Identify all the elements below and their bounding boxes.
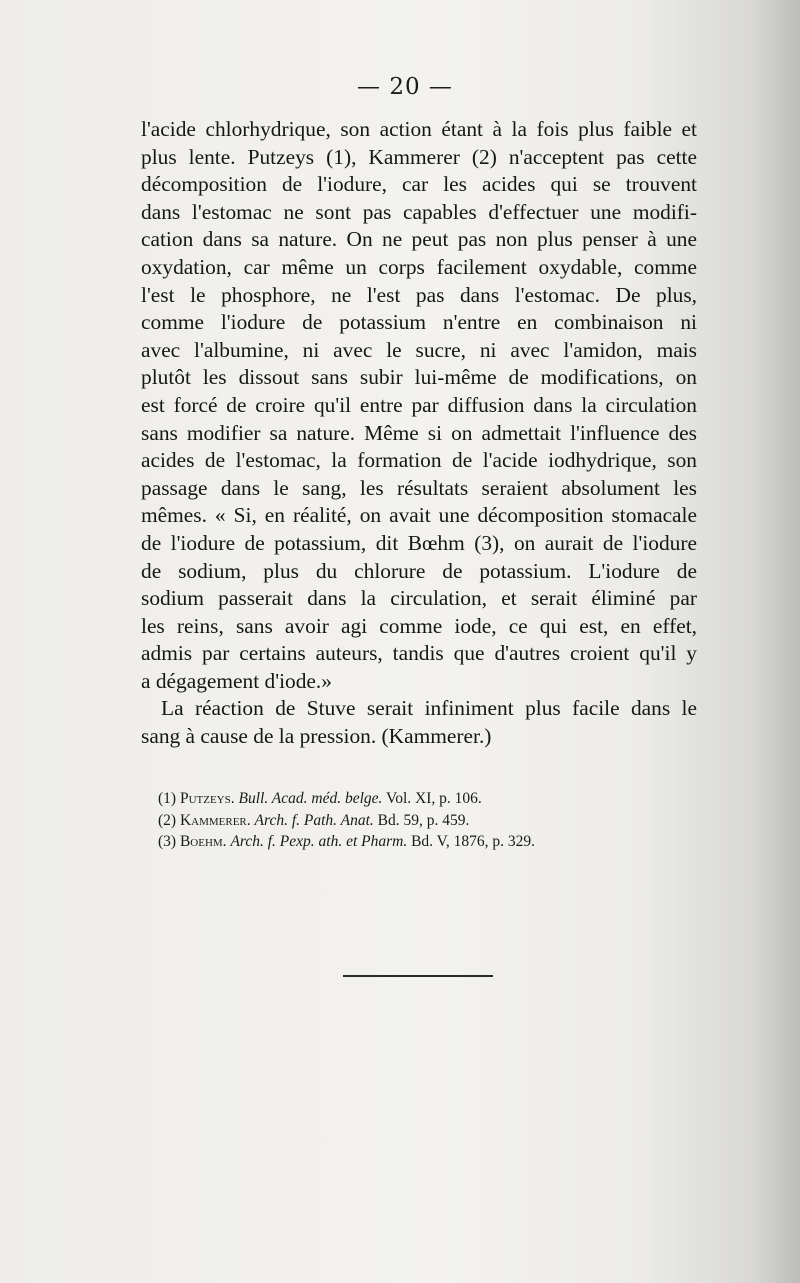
footnote-reference: Vol. XI, p. 106.: [386, 790, 482, 807]
text-line: de sodium, plus du chlorure de potassium. L'iodure de: [141, 558, 697, 583]
text-line: l'est le phosphore, ne l'est pas dans l'estomac. De plus,: [141, 282, 697, 307]
text-line: cation dans sa nature. On ne peut pas non plus penser à une: [141, 227, 697, 252]
footnote-3: [158, 831, 638, 853]
footnote-marker: (3): [158, 833, 177, 850]
footnotes: [158, 788, 638, 853]
footnote-journal: Bull. Acad. méd. belge.: [238, 790, 383, 807]
footnote-marker: (2): [158, 811, 177, 829]
text-line: avec l'albumine, ni avec le sucre, ni avec l'amidon, mais: [141, 337, 697, 362]
text-line: de l'iodure de potassium, dit Bœhm (3), on aurait de l'iodure: [141, 530, 697, 555]
page-number: — 20 —: [357, 74, 453, 100]
text-line: sang à cause de la pression. (Kammerer.): [141, 724, 492, 749]
footnote-author: Putzeys.: [179, 790, 235, 807]
text-line: l'acide chlorhydrique, son action étant à la fois plus faible et: [141, 117, 697, 141]
text-line: comme l'iodure de potassium n'entre en combinaison ni: [141, 310, 697, 335]
text-line: a dégagement d'iode.»: [141, 668, 332, 693]
footnote-reference: Bd. 59, p. 459.: [377, 811, 470, 829]
footnote-2: [158, 810, 638, 832]
footnote-marker: (1): [158, 790, 177, 807]
text-line: les reins, sans avoir agi comme iode, ce qui est, en effet,: [141, 613, 697, 638]
text-line: acides de l'estomac, la formation de l'acide iodhydrique, son: [141, 448, 697, 473]
text-line: plutôt les dissout sans subir lui-même de modifications, on: [141, 365, 697, 390]
text-line: sodium passerait dans la circulation, et serait éliminé par: [141, 586, 697, 611]
paragraph-2: [141, 695, 697, 750]
text-line: admis par certains auteurs, tandis que d'autres croient qu'il y: [141, 641, 697, 666]
footnote-journal: Arch. f. Path. Anat.: [254, 811, 374, 829]
footnote-author: Kammerer.: [179, 811, 251, 829]
text-line: La réaction de Stuve serait infiniment plus facile dans le: [161, 696, 697, 721]
text-line: passage dans le sang, les résultats seraient absolument les: [141, 475, 697, 500]
text-line: mêmes. « Si, en réalité, on avait une décomposition stomacale: [141, 503, 697, 528]
footnote-reference: Bd. V, 1876, p. 329.: [411, 833, 535, 850]
text-line: sans modifier sa nature. Même si on admettait l'influence des: [141, 420, 697, 445]
text-line: plus lente. Putzeys (1), Kammerer (2) n'acceptent pas cette: [141, 144, 697, 169]
text-line: est forcé de croire qu'il entre par diffusion dans la circulation: [141, 392, 697, 417]
body-text: [141, 116, 697, 751]
text-line: dans l'estomac ne sont pas capables d'effectuer une modifi-: [141, 199, 697, 224]
text-line: oxydation, car même un corps facilement oxydable, comme: [141, 254, 697, 279]
footnote-author: Boehm.: [179, 833, 227, 850]
footnote-journal: Arch. f. Pexp. ath. et Pharm.: [230, 833, 408, 850]
paragraph-1: [141, 116, 697, 695]
section-divider: [343, 975, 493, 977]
footnote-1: [158, 788, 638, 810]
text-line: décomposition de l'iodure, car les acides qui se trouvent: [141, 172, 697, 197]
